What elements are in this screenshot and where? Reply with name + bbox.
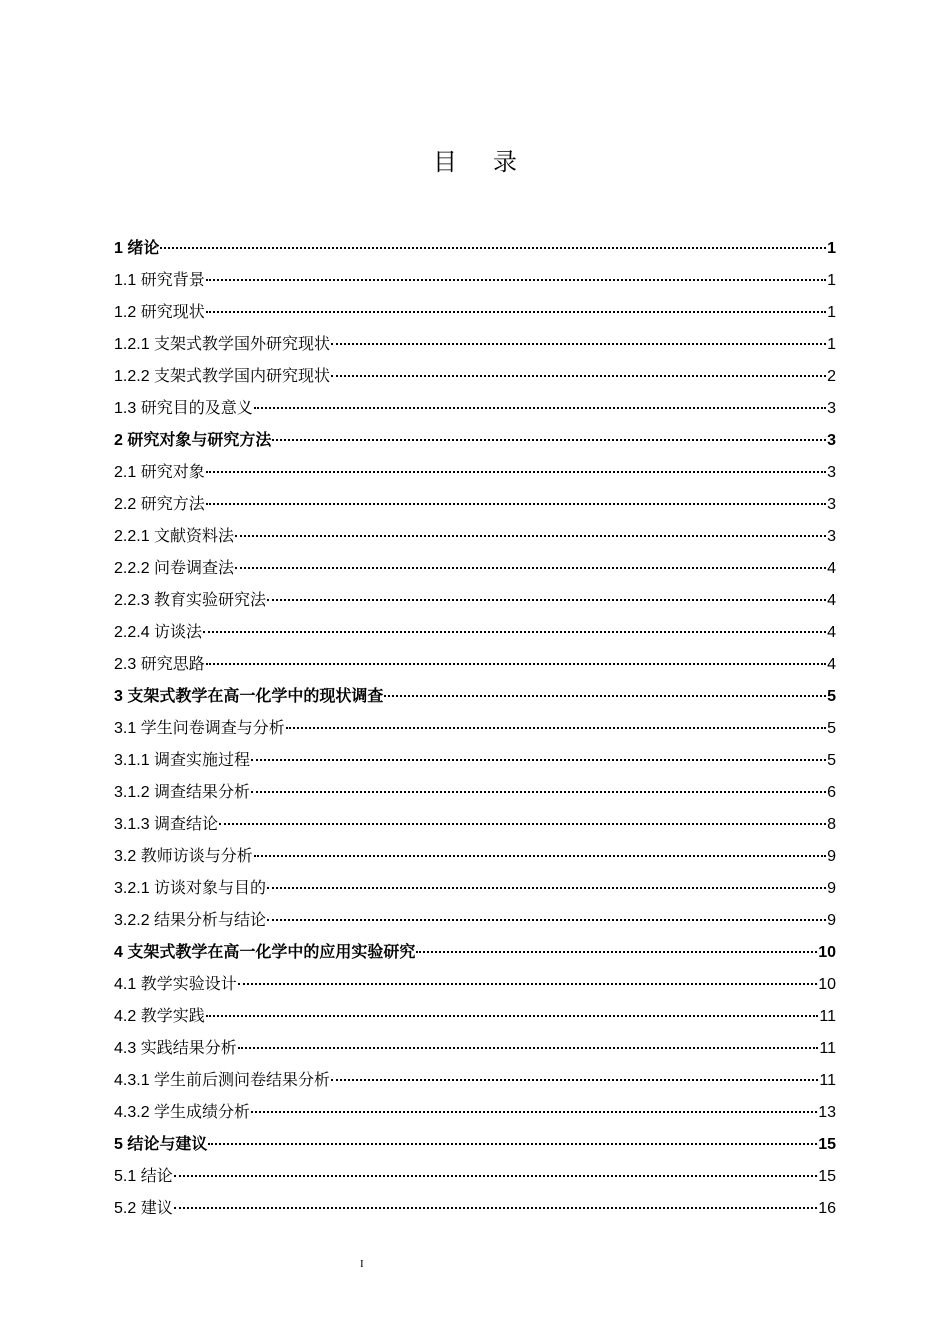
dot-leader [208,1143,817,1145]
toc-entry-page-number: 8 [827,816,836,833]
toc-entry-label: 2.2.3 教育实验研究法 [114,592,267,609]
dot-leader [206,471,826,473]
toc-entry-label: 2.2.2 问卷调查法 [114,560,235,577]
dot-leader [251,759,826,761]
dot-leader [206,279,826,281]
table-of-contents [114,233,836,1225]
toc-entry[interactable] [114,1129,836,1161]
toc-entry-label: 3 支架式教学在高一化学中的现状调查 [114,688,384,705]
toc-entry-page-number: 1 [827,336,836,353]
toc-entry-page-number: 15 [818,1136,836,1153]
toc-entry-page-number: 11 [819,1040,836,1057]
toc-entry-label: 2.3 研究思路 [114,656,205,673]
toc-entry-label: 4.1 教学实验设计 [114,976,237,993]
toc-entry-label: 3.1.1 调查实施过程 [114,752,251,769]
toc-entry-label: 1 绪论 [114,240,160,257]
toc-entry-label: 2.2.4 访谈法 [114,624,203,641]
toc-entry[interactable] [114,1097,836,1129]
toc-entry[interactable] [114,265,836,297]
dot-leader [174,1207,818,1209]
toc-entry[interactable] [114,617,836,649]
toc-entry-label: 1.2 研究现状 [114,304,205,321]
toc-entry-page-number: 3 [827,432,836,449]
toc-entry[interactable] [114,841,836,873]
dot-leader [219,823,826,825]
dot-leader [286,727,826,729]
toc-entry[interactable] [114,489,836,521]
toc-entry-label: 1.3 研究目的及意义 [114,400,253,417]
dot-leader [267,599,826,601]
toc-entry[interactable] [114,745,836,777]
toc-entry-page-number: 10 [818,976,836,993]
toc-entry-page-number: 9 [827,848,836,865]
toc-entry[interactable] [114,905,836,937]
dot-leader [174,1175,818,1177]
toc-entry-label: 1.1 研究背景 [114,272,205,289]
toc-entry-label: 3.1 学生问卷调查与分析 [114,720,285,737]
dot-leader [235,567,826,569]
toc-entry[interactable] [114,1193,836,1225]
toc-entry-label: 2.1 研究对象 [114,464,205,481]
toc-entry-label: 2 研究对象与研究方法 [114,432,272,449]
toc-entry-page-number: 5 [827,688,836,705]
toc-entry[interactable] [114,233,836,265]
dot-leader [254,407,826,409]
toc-entry[interactable] [114,553,836,585]
toc-entry-page-number: 2 [827,368,836,385]
toc-entry-page-number: 1 [827,240,836,257]
toc-entry-page-number: 3 [827,496,836,513]
toc-entry-label: 3.1.3 调查结论 [114,816,219,833]
toc-entry[interactable] [114,585,836,617]
toc-entry-label: 1.2.1 支架式教学国外研究现状 [114,336,331,353]
dot-leader [206,663,826,665]
toc-entry-page-number: 1 [827,304,836,321]
dot-leader [331,343,826,345]
toc-entry[interactable] [114,361,836,393]
title-char-2: 录 [493,148,517,176]
dot-leader [331,375,826,377]
toc-entry-label: 3.2.2 结果分析与结论 [114,912,267,929]
toc-entry[interactable] [114,681,836,713]
toc-entry[interactable] [114,969,836,1001]
toc-entry[interactable] [114,521,836,553]
toc-entry-label: 5 结论与建议 [114,1136,208,1153]
dot-leader [251,1111,817,1113]
dot-leader [160,247,826,249]
toc-entry[interactable] [114,393,836,425]
toc-entry-page-number: 4 [827,624,836,641]
toc-entry-page-number: 3 [827,528,836,545]
toc-entry-page-number: 15 [818,1168,836,1185]
toc-entry[interactable] [114,873,836,905]
toc-entry[interactable] [114,1033,836,1065]
toc-entry-page-number: 11 [819,1008,836,1025]
dot-leader [267,887,826,889]
toc-entry-label: 5.1 结论 [114,1168,173,1185]
toc-entry-label: 3.1.2 调查结果分析 [114,784,251,801]
dot-leader [267,919,826,921]
toc-entry-label: 2.2.1 文献资料法 [114,528,235,545]
dot-leader [206,503,826,505]
toc-entry-label: 4 支架式教学在高一化学中的应用实验研究 [114,944,416,961]
dot-leader [203,631,826,633]
toc-entry[interactable] [114,809,836,841]
page-title [0,142,950,177]
toc-entry[interactable] [114,777,836,809]
toc-entry[interactable] [114,713,836,745]
dot-leader [272,439,826,441]
dot-leader [251,791,826,793]
toc-entry-page-number: 3 [827,464,836,481]
toc-entry-page-number: 9 [827,880,836,897]
toc-entry-page-number: 4 [827,560,836,577]
dot-leader [331,1079,818,1081]
dot-leader [206,311,826,313]
toc-entry[interactable] [114,937,836,969]
toc-entry-label: 4.3.1 学生前后测问卷结果分析 [114,1072,331,1089]
toc-entry[interactable] [114,425,836,457]
toc-entry-page-number: 9 [827,912,836,929]
toc-entry-page-number: 6 [827,784,836,801]
toc-entry-page-number: 11 [819,1072,836,1089]
dot-leader [416,951,817,953]
toc-entry-label: 4.3 实践结果分析 [114,1040,237,1057]
toc-entry-page-number: 5 [827,752,836,769]
toc-entry[interactable] [114,329,836,361]
toc-entry-page-number: 1 [827,272,836,289]
dot-leader [235,535,826,537]
toc-entry-label: 2.2 研究方法 [114,496,205,513]
title-char-1: 目 [433,148,457,176]
toc-entry-label: 4.2 教学实践 [114,1008,205,1025]
dot-leader [254,855,826,857]
toc-entry-page-number: 16 [818,1200,836,1217]
toc-entry-page-number: 3 [827,400,836,417]
toc-entry[interactable] [114,297,836,329]
dot-leader [238,983,818,985]
dot-leader [238,1047,819,1049]
toc-entry-label: 4.3.2 学生成绩分析 [114,1104,251,1121]
page-number-footer: I [360,1258,364,1270]
toc-entry-label: 5.2 建议 [114,1200,173,1217]
toc-entry[interactable] [114,1161,836,1193]
toc-entry-page-number: 5 [827,720,836,737]
toc-entry[interactable] [114,649,836,681]
toc-entry-page-number: 4 [827,592,836,609]
toc-entry-label: 3.2 教师访谈与分析 [114,848,253,865]
toc-entry-label: 3.2.1 访谈对象与目的 [114,880,267,897]
toc-entry[interactable] [114,1065,836,1097]
toc-entry[interactable] [114,457,836,489]
toc-entry-page-number: 4 [827,656,836,673]
dot-leader [384,695,826,697]
toc-entry-label: 1.2.2 支架式教学国内研究现状 [114,368,331,385]
toc-entry-page-number: 10 [818,944,836,961]
dot-leader [206,1015,819,1017]
toc-entry-page-number: 13 [818,1104,836,1121]
toc-entry[interactable] [114,1001,836,1033]
